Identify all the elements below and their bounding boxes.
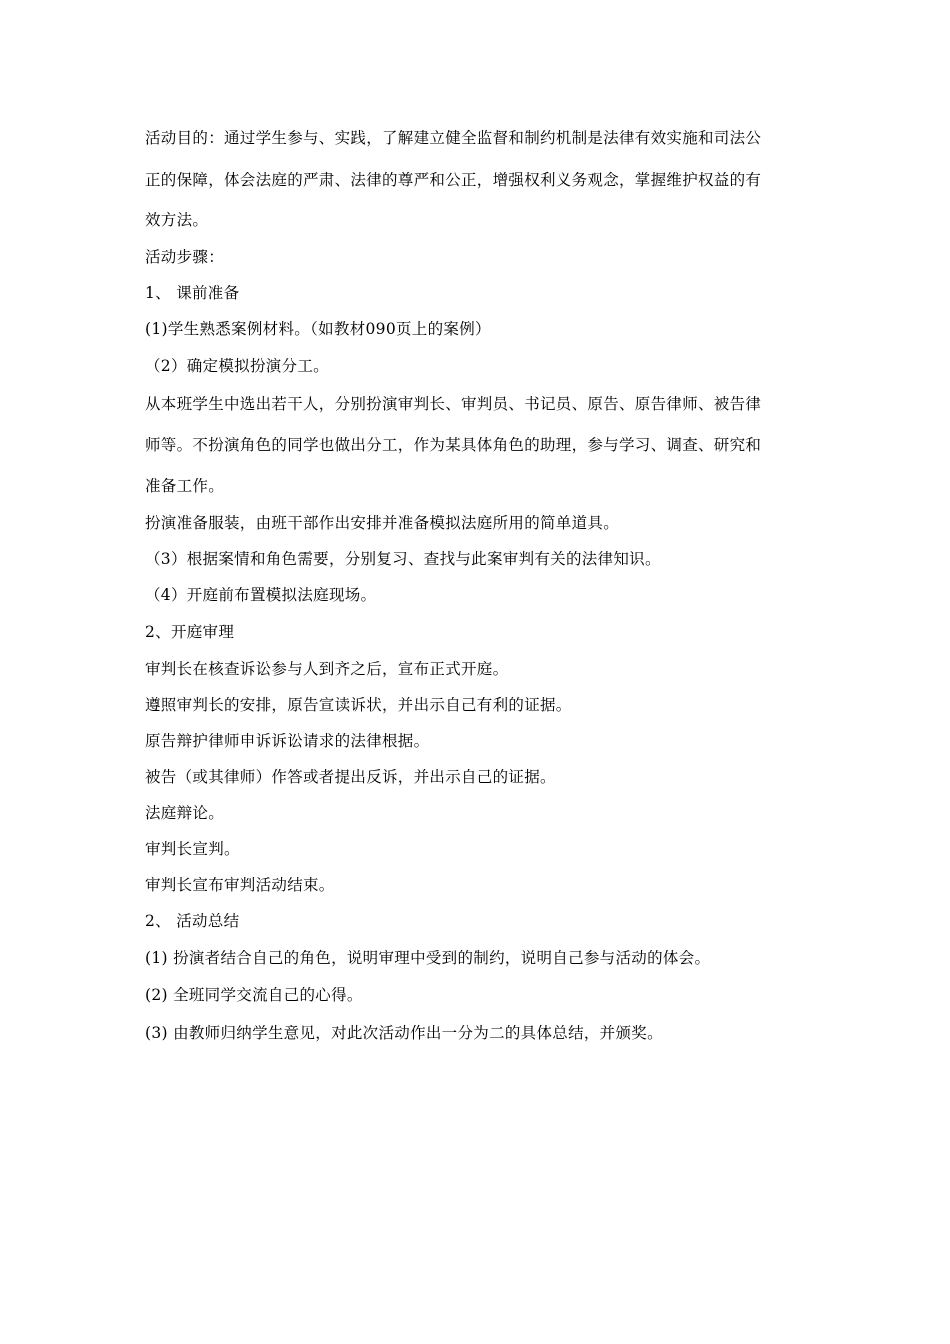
- section1-item-4: （4）开庭前布置模拟法庭现场。: [145, 586, 377, 604]
- purpose-line-3: 效方法。: [145, 211, 209, 229]
- section1-item-2: （2）确定模拟扮演分工。: [145, 357, 329, 375]
- section3-item-3: (3) 由教师归纳学生意见，对此次活动作出一分为二的具体总结，并颁奖。: [145, 1024, 663, 1042]
- section2-heading: 2、开庭审理: [145, 623, 235, 641]
- roles-line-1: 从本班学生中选出若干人，分别扮演审判长、审判员、书记员、原告、原告律师、被告律: [145, 395, 762, 413]
- section3-item-2: (2) 全班同学交流自己的心得。: [145, 986, 363, 1004]
- roles-line-3: 准备工作。: [145, 477, 225, 495]
- section1-item-3: （3）根据案情和角色需要，分别复习、查找与此案审判有关的法律知识。: [145, 550, 661, 568]
- section2-paragraph-5: 法庭辩论。: [145, 804, 225, 822]
- section2-paragraph-3: 原告辩护律师申诉诉讼请求的法律根据。: [145, 732, 430, 750]
- roles-line-2: 师等。不扮演角色的同学也做出分工，作为某具体角色的助理，参与学习、调查、研究和: [145, 436, 762, 454]
- purpose-line-1: 活动目的：通过学生参与、实践，了解建立健全监督和制约机制是法律有效实施和司法公: [145, 129, 762, 147]
- props-paragraph: 扮演准备服装，由班干部作出安排并准备模拟法庭所用的简单道具。: [145, 514, 620, 532]
- section1-heading: 1、 课前准备: [145, 284, 240, 302]
- steps-heading: 活动步骤：: [145, 248, 225, 266]
- section2-paragraph-6: 审判长宣判。: [145, 840, 240, 858]
- section2-paragraph-2: 遵照审判长的安排，原告宣读诉状，并出示自己有利的证据。: [145, 696, 572, 714]
- section3-item-1: (1) 扮演者结合自己的角色，说明审理中受到的制约，说明自己参与活动的体会。: [145, 949, 711, 967]
- section1-item-1: (1)学生熟悉案例材料。（如教材090页上的案例）: [145, 320, 491, 338]
- section2-paragraph-7: 审判长宣布审判活动结束。: [145, 876, 335, 894]
- section2-paragraph-4: 被告（或其律师）作答或者提出反诉，并出示自己的证据。: [145, 768, 556, 786]
- section2-paragraph-1: 审判长在核查诉讼参与人到齐之后，宣布正式开庭。: [145, 660, 509, 678]
- purpose-line-2: 正的保障，体会法庭的严肃、法律的尊严和公正，增强权利义务观念，掌握维护权益的有: [145, 171, 762, 189]
- section3-heading: 2、 活动总结: [145, 912, 240, 930]
